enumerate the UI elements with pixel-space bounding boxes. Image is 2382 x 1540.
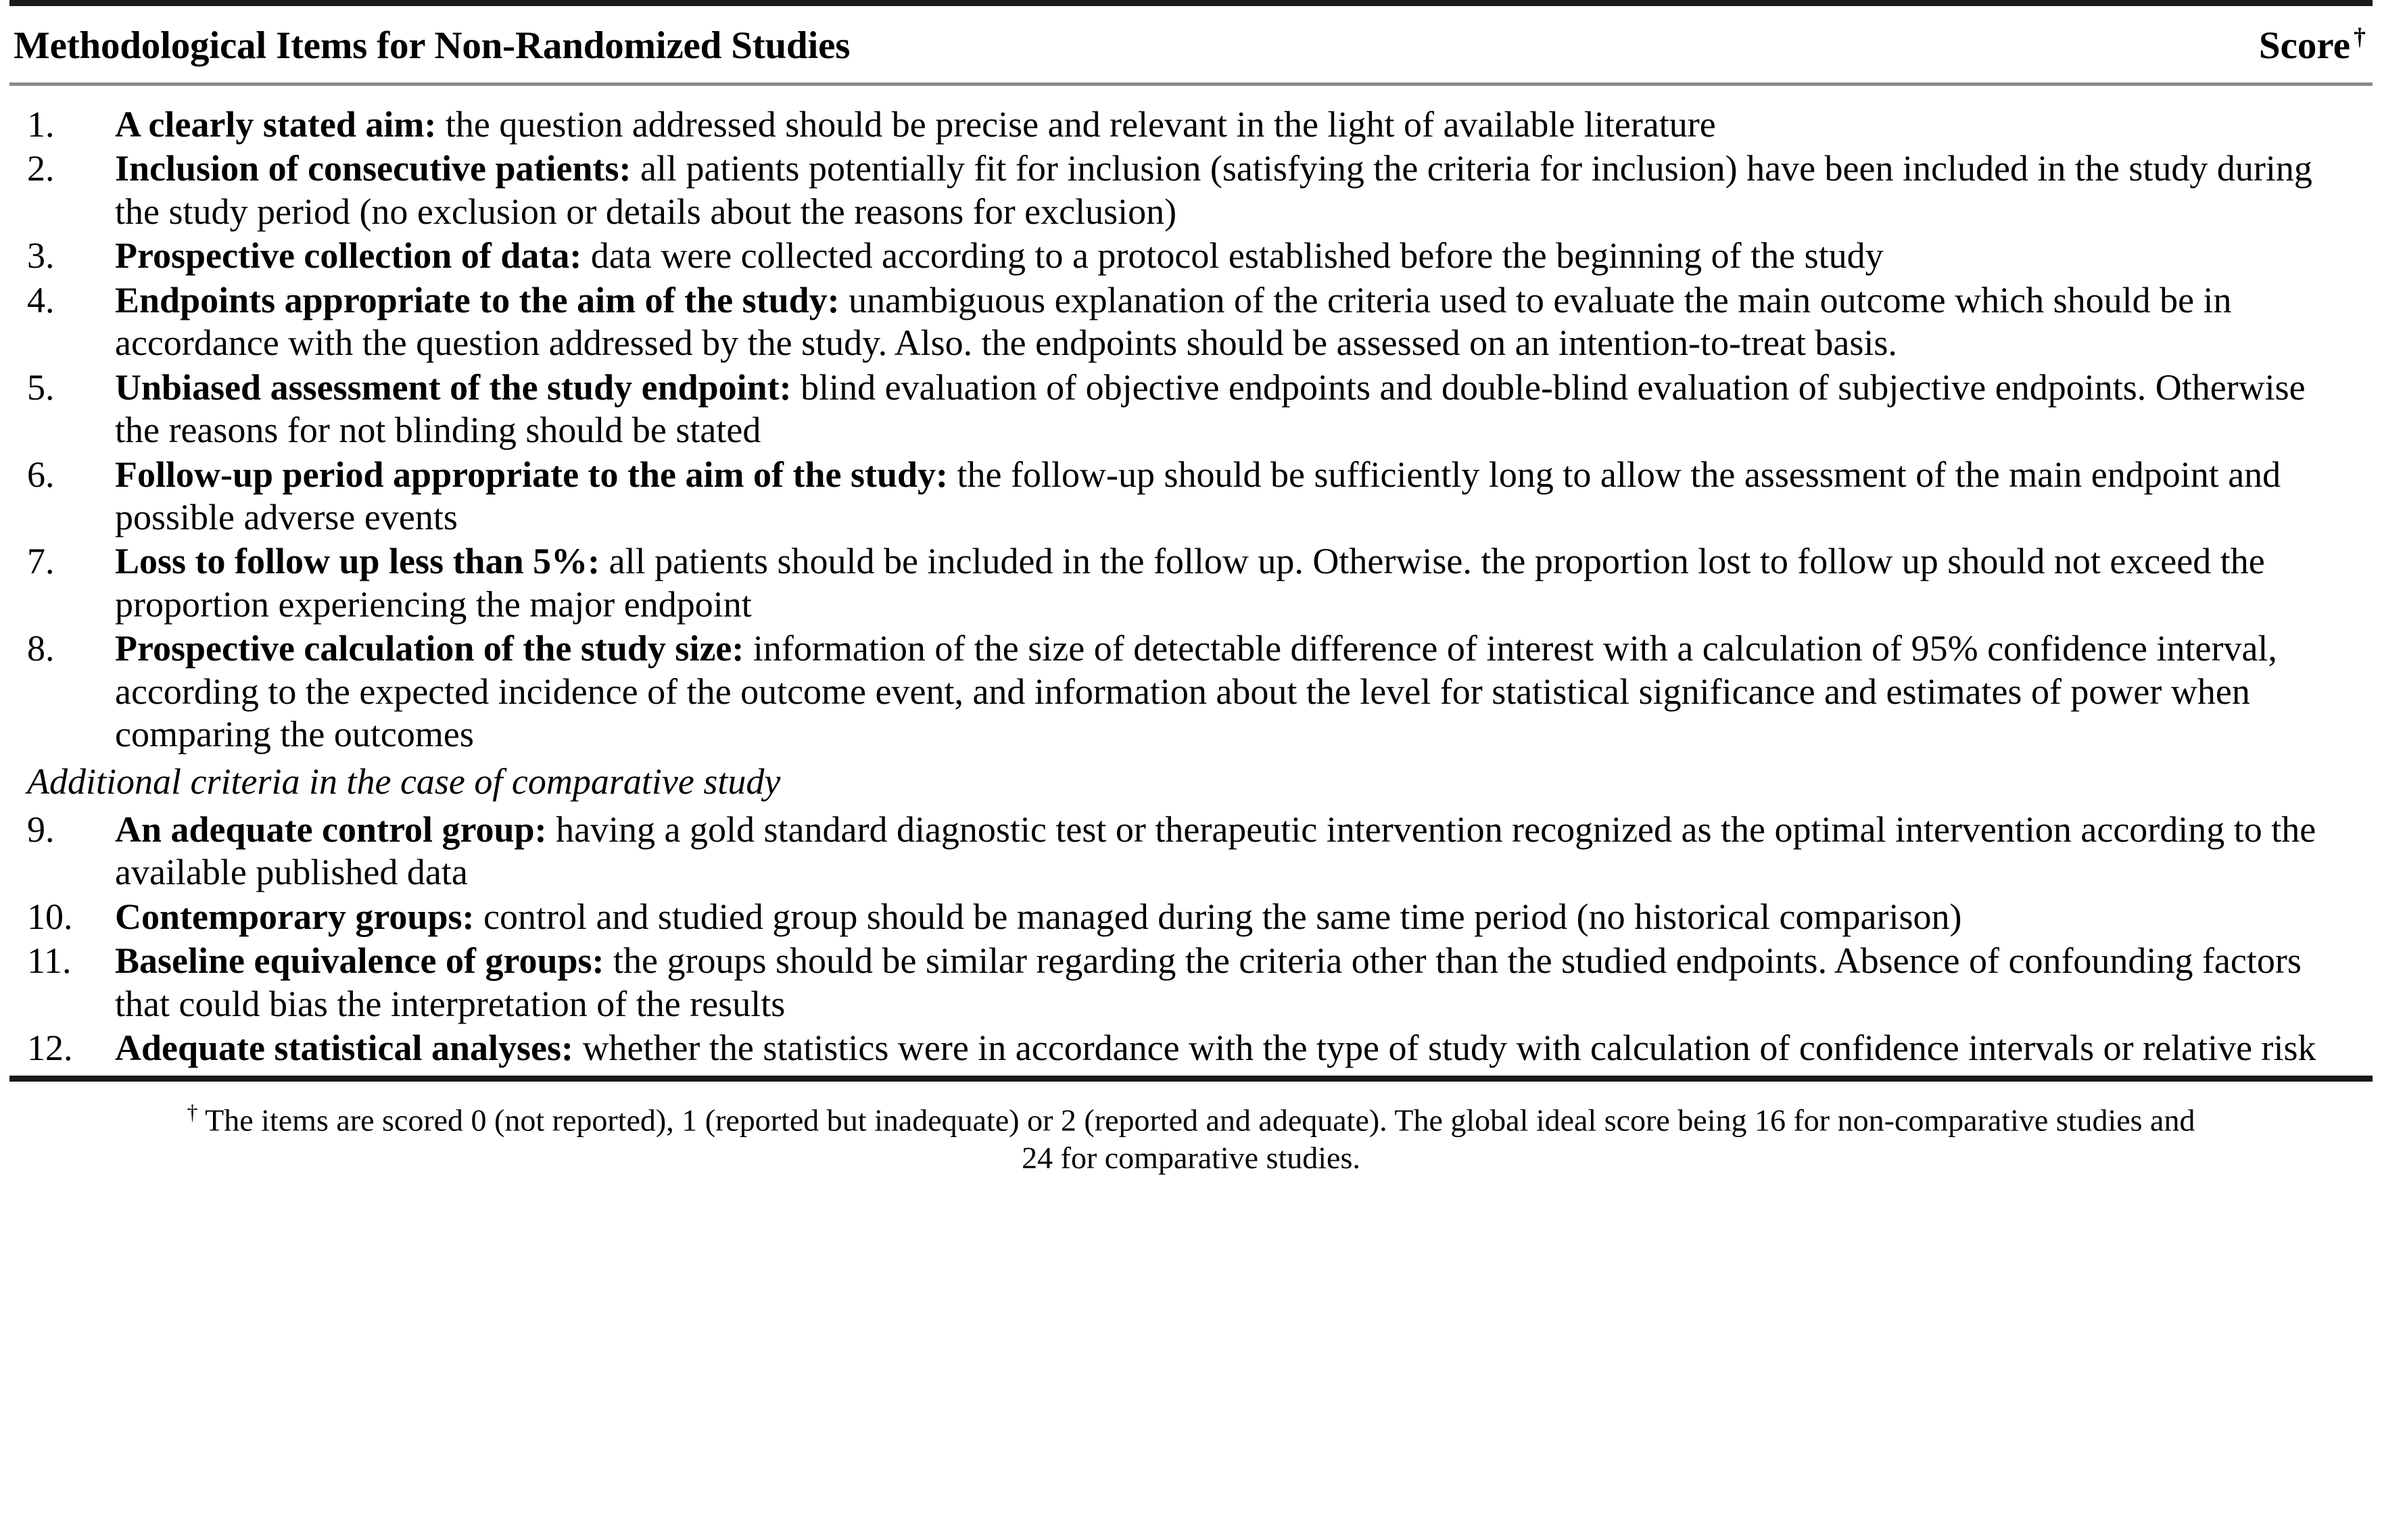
item-term: Adequate statistical analyses: <box>115 1028 573 1069</box>
list-item <box>14 366 2368 452</box>
item-text <box>115 366 2368 452</box>
list-item <box>14 103 2368 146</box>
item-text <box>115 454 2368 539</box>
table-title: Methodological Items for Non-Randomized Studies <box>14 24 851 67</box>
item-description: whether the statistics were in accordance with the type of study with calculation of confidence intervals or relative risk <box>573 1028 2316 1069</box>
item-description: all patients should be included in the follow up. Otherwise. the proportion lost to follow up should not exceed the proportion experiencing the major endpoint <box>115 541 2265 625</box>
score-column-header <box>2259 22 2368 68</box>
item-description: control and studied group should be managed during the same time period (no historical comparison) <box>474 896 1962 937</box>
item-description: data were collected according to a protocol established before the beginning of the study <box>581 235 1884 276</box>
list-item <box>14 896 2368 938</box>
list-item <box>14 940 2368 1026</box>
item-text <box>115 809 2368 894</box>
item-term: Prospective collection of data: <box>115 235 582 276</box>
item-term: Prospective calculation of the study size: <box>115 628 744 669</box>
item-number: 8. <box>27 628 55 669</box>
item-number: 12. <box>27 1028 73 1069</box>
item-term: Endpoints appropriate to the aim of the study: <box>115 279 840 320</box>
item-term: Baseline equivalence of groups: <box>115 940 604 982</box>
item-number: 5. <box>27 366 55 408</box>
item-number: 4. <box>27 279 55 320</box>
item-term: Inclusion of consecutive patients: <box>115 148 632 189</box>
table-footnote <box>9 1082 2373 1178</box>
item-text <box>115 1027 2368 1069</box>
item-number: 3. <box>27 235 55 276</box>
item-text <box>115 540 2368 626</box>
item-description: the question addressed should be precise and relevant in the light of available literature <box>436 104 1716 145</box>
item-number: 9. <box>27 809 55 850</box>
list-item <box>14 809 2368 894</box>
footnote-text: The items are scored 0 (not reported), 1 (reported but inadequate) or 2 (reported and adequate). The global ideal score being 16 for non-comparative studies and 24 for comparative studies. <box>197 1102 2195 1176</box>
list-item <box>14 279 2368 365</box>
list-item <box>14 627 2368 756</box>
item-term: Unbiased assessment of the study endpoint: <box>115 366 792 408</box>
dagger-marker-icon: † <box>2354 23 2366 50</box>
item-term: An adequate control group: <box>115 809 547 850</box>
item-description: information of the size of detectable difference of interest with a calculation of 95% confidence interval, according to the expected incidence of the outcome event, and information about the level for statistical significance and estimates of power when comparing the outcomes <box>115 628 2277 755</box>
item-description: unambiguous explanation of the criteria used to evaluate the main outcome which should be in accordance with the question addressed by the study. Also. the endpoints should be assessed on an intention-to-treat basis. <box>115 279 2232 364</box>
item-description: having a gold standard diagnostic test or therapeutic intervention recognized as the optimal intervention according to the available published data <box>115 809 2316 893</box>
list-item <box>14 1027 2368 1069</box>
list-item <box>14 540 2368 626</box>
item-description: the groups should be similar regarding the criteria other than the studied endpoints. Absence of confounding factors that could bias the interpretation of the results <box>115 940 2302 1024</box>
list-item <box>14 235 2368 277</box>
item-text <box>115 627 2368 756</box>
item-text <box>115 147 2368 233</box>
item-number: 10. <box>27 896 73 937</box>
item-number: 11. <box>27 940 72 982</box>
item-text <box>115 235 2368 277</box>
item-text <box>115 940 2368 1026</box>
item-description: blind evaluation of objective endpoints and double-blind evaluation of subjective endpoints. Otherwise the reasons for not blinding should be stated <box>115 366 2306 451</box>
item-text <box>115 896 2368 938</box>
table-bottom-rule <box>9 1076 2373 1082</box>
comparative-study-subheading: Additional criteria in the case of comparative study <box>27 761 781 802</box>
item-text <box>115 279 2368 365</box>
item-number: 2. <box>27 148 55 189</box>
list-item <box>14 454 2368 539</box>
item-text <box>115 103 2368 146</box>
item-number: 6. <box>27 454 55 495</box>
item-term: Loss to follow up less than 5%: <box>115 541 600 582</box>
score-label: Score <box>2258 24 2350 67</box>
item-description: the follow-up should be sufficiently long to allow the assessment of the main endpoint and possible adverse events <box>115 454 2281 537</box>
items-list <box>9 86 2373 1076</box>
item-term: Follow-up period appropriate to the aim of the study: <box>115 454 949 495</box>
item-description: all patients potentially fit for inclusion (satisfying the criteria for inclusion) have been included in the study during the study period (no exclusion or details about the reasons for exclusion) <box>115 148 2312 232</box>
item-number: 7. <box>27 541 55 582</box>
item-term: A clearly stated aim: <box>115 104 437 145</box>
item-term: Contemporary groups: <box>115 896 475 937</box>
dagger-marker-icon: † <box>187 1099 198 1124</box>
table-header-row <box>9 6 2373 82</box>
table-top-rule <box>9 0 2373 6</box>
item-number: 1. <box>27 104 55 145</box>
list-item <box>14 147 2368 233</box>
